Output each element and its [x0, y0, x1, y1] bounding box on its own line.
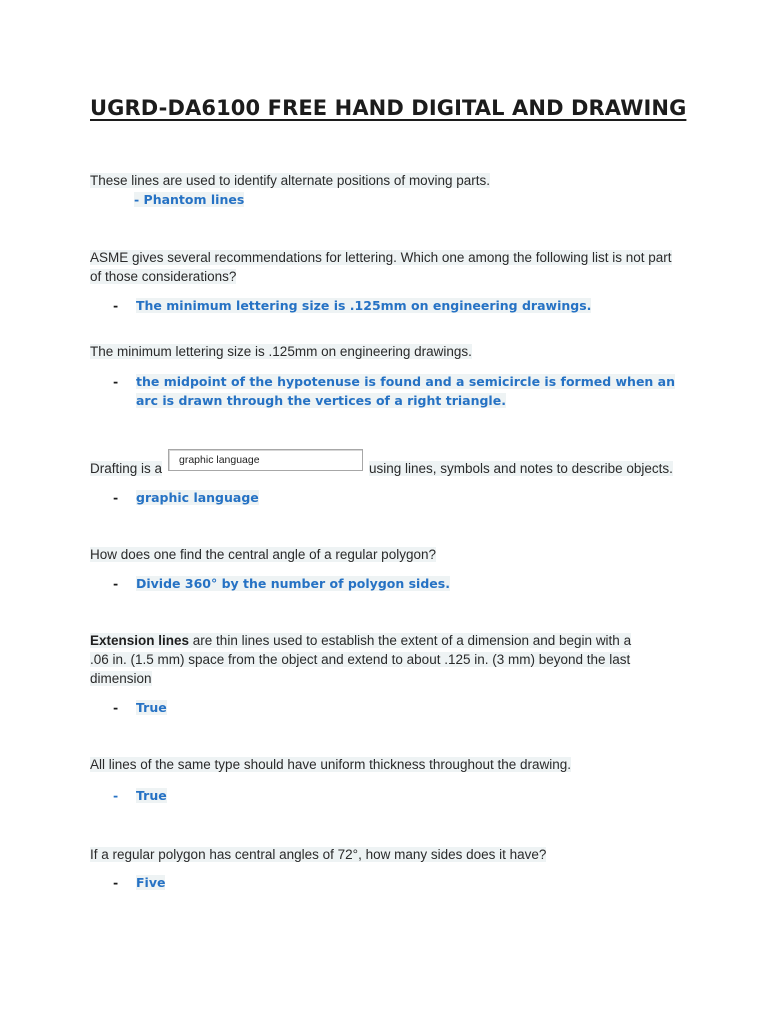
fill-in-blank-value: graphic language [179, 454, 260, 466]
answer-8-text: Five [136, 875, 166, 890]
answer-3-bullet: - [113, 374, 119, 389]
answer-5-bullet: - [113, 576, 119, 591]
answer-6-text: True [136, 700, 167, 715]
answer-1 [90, 190, 510, 209]
answer-8-bullet: - [113, 875, 119, 890]
question-1 [90, 171, 680, 190]
question-4-prefix: Drafting is a [90, 461, 163, 476]
answer-1-text: - Phantom lines [134, 192, 245, 207]
question-5 [90, 545, 680, 564]
question-7 [90, 755, 680, 774]
answer-5-text: Divide 360° by the number of polygon sides. [136, 576, 450, 591]
answer-7-text: True [136, 788, 167, 803]
question-6-text: are thin lines used to establish the extent of a dimension and begin with a .06 in. (1.5 mm) space from the object and extend to about .125 in. (3 mm) beyond the last dimension [90, 633, 632, 686]
answer-2-text: The minimum lettering size is .125mm on engineering drawings. [136, 298, 592, 313]
answer-7 [113, 786, 683, 805]
page-title: UGRD-DA6100 FREE HAND DIGITAL AND DRAWING [90, 96, 687, 120]
question-5-text: How does one find the central angle of a regular polygon? [90, 547, 436, 562]
answer-3-text: the midpoint of the hypotenuse is found and a semicircle is formed when an arc is drawn through the vertices of a right triangle. [136, 374, 676, 408]
question-2-text: ASME gives several recommendations for lettering. Which one among the following list is not part of those considerations? [90, 250, 672, 284]
question-4-suffix-line [369, 459, 689, 478]
question-3-text: The minimum lettering size is .125mm on engineering drawings. [90, 344, 472, 359]
answer-6 [113, 698, 683, 717]
question-8-text: If a regular polygon has central angles of 72°, how many sides does it have? [90, 847, 547, 862]
question-6 [90, 631, 650, 688]
question-7-text: All lines of the same type should have uniform thickness throughout the drawing. [90, 757, 572, 772]
answer-4 [113, 488, 683, 507]
answer-5 [113, 574, 683, 593]
question-6-term: Extension lines [90, 633, 190, 648]
answer-6-bullet: - [113, 700, 119, 715]
question-4-suffix: using lines, symbols and notes to describe objects. [369, 461, 673, 476]
fill-in-blank-field[interactable] [168, 449, 363, 471]
answer-2 [113, 296, 683, 315]
question-8 [90, 845, 680, 864]
answer-4-bullet: - [113, 490, 119, 505]
answer-2-bullet: - [113, 298, 119, 313]
answer-3 [113, 372, 693, 410]
question-3 [90, 342, 680, 361]
question-2 [90, 248, 680, 286]
answer-4-text: graphic language [136, 490, 259, 505]
question-1-text: These lines are used to identify alternate positions of moving parts. [90, 173, 490, 188]
answer-7-bullet: - [113, 788, 119, 803]
answer-8 [113, 873, 683, 892]
